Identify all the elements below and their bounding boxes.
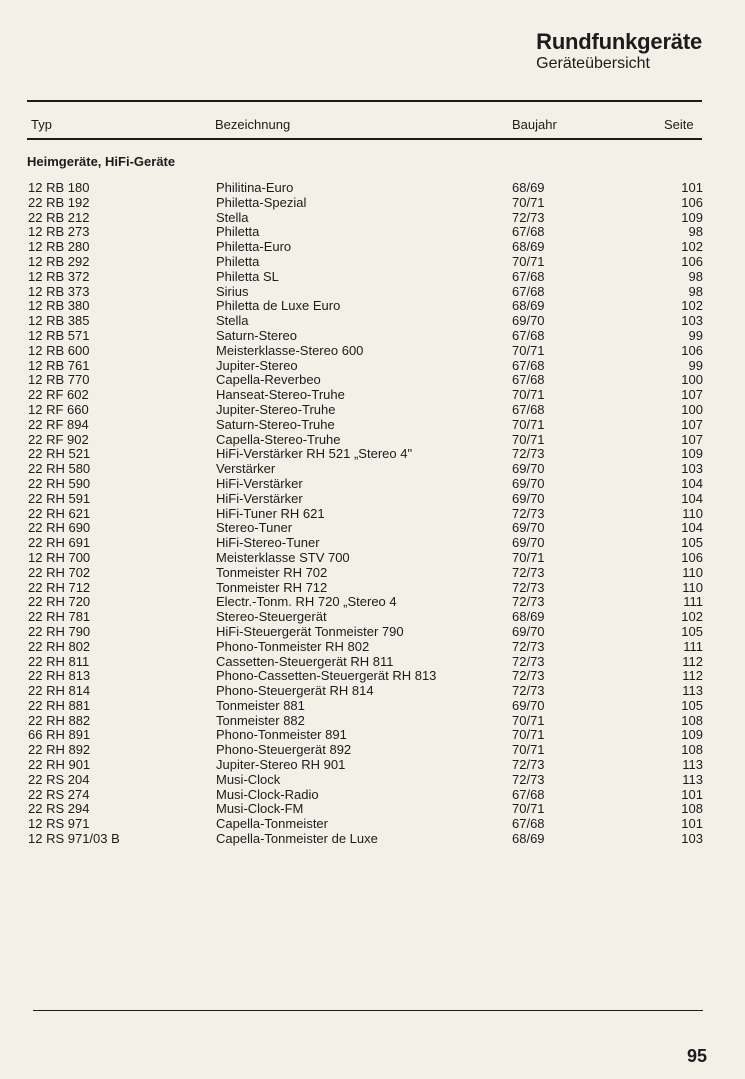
cell-bezeichnung: Capella-Reverbeo <box>216 372 321 388</box>
cell-bezeichnung: Meisterklasse-Stereo 600 <box>216 342 364 358</box>
table-row <box>0 773 745 788</box>
cell-baujahr: 69/70 <box>512 697 545 713</box>
cell-bezeichnung: Stella <box>216 313 249 329</box>
table-row <box>0 285 745 300</box>
cell-typ: 22 RF 894 <box>28 416 89 432</box>
cell-bezeichnung: Philetta <box>216 253 260 269</box>
table-row <box>0 728 745 743</box>
cell-bezeichnung: Stereo-Steuergerät <box>216 609 327 625</box>
cell-typ: 22 RH 580 <box>28 461 91 477</box>
cell-bezeichnung: Jupiter-Stereo <box>216 357 298 373</box>
cell-seite: 109 <box>681 446 703 462</box>
cell-baujahr: 72/73 <box>512 757 545 773</box>
cell-bezeichnung: Phono-Tonmeister RH 802 <box>216 638 370 654</box>
cell-bezeichnung: Phono-Tonmeister 891 <box>216 727 347 743</box>
table-row <box>0 492 745 507</box>
cell-seite: 110 <box>682 505 703 521</box>
page-title: Rundfunkgeräte <box>536 29 702 54</box>
cell-seite: 110 <box>682 564 703 580</box>
cell-bezeichnung: Stella <box>216 209 249 225</box>
cell-seite: 109 <box>681 209 703 225</box>
cell-baujahr: 72/73 <box>512 771 545 787</box>
table-row <box>0 403 745 418</box>
cell-baujahr: 70/71 <box>512 431 545 447</box>
cell-bezeichnung: HiFi-Verstärker RH 521 „Stereo 4" <box>216 446 413 462</box>
cell-baujahr: 69/70 <box>512 520 545 536</box>
table-row <box>0 181 745 196</box>
cell-bezeichnung: Philetta-Euro <box>216 239 292 255</box>
cell-seite: 98 <box>688 283 703 299</box>
cell-baujahr: 72/73 <box>512 683 545 699</box>
cell-typ: 22 RS 294 <box>28 801 90 817</box>
cell-bezeichnung: Phono-Steuergerät 892 <box>216 742 352 758</box>
cell-bezeichnung: HiFi-Stereo-Tuner <box>216 535 320 551</box>
cell-baujahr: 69/70 <box>512 461 545 477</box>
cell-typ: 12 RB 761 <box>28 357 90 373</box>
cell-bezeichnung: Tonmeister 882 <box>216 712 305 728</box>
cell-typ: 22 RH 521 <box>28 446 91 462</box>
cell-bezeichnung: Musi-Clock-Radio <box>216 786 319 802</box>
cell-seite: 102 <box>681 298 703 314</box>
cell-seite: 109 <box>681 727 703 743</box>
cell-seite: 107 <box>681 416 703 432</box>
cell-baujahr: 69/70 <box>512 535 545 551</box>
cell-bezeichnung: Cassetten-Steuergerät RH 811 <box>216 653 394 669</box>
cell-seite: 107 <box>681 431 703 447</box>
cell-baujahr: 67/68 <box>512 268 545 284</box>
cell-baujahr: 72/73 <box>512 653 545 669</box>
cell-seite: 113 <box>682 771 703 787</box>
table-row <box>0 669 745 684</box>
cell-baujahr: 69/70 <box>512 490 545 506</box>
table-row <box>0 299 745 314</box>
cell-typ: 22 RH 892 <box>28 742 91 758</box>
table-row <box>0 566 745 581</box>
table-row <box>0 625 745 640</box>
cell-bezeichnung: Phono-Steuergerät RH 814 <box>216 683 374 699</box>
cell-baujahr: 70/71 <box>512 416 545 432</box>
table-row <box>0 225 745 240</box>
cell-bezeichnung: Saturn-Stereo <box>216 327 297 343</box>
cell-baujahr: 67/68 <box>512 401 545 417</box>
cell-typ: 12 RB 571 <box>28 327 90 343</box>
cell-bezeichnung: Capella-Tonmeister <box>216 816 328 832</box>
cell-bezeichnung: Verstärker <box>216 461 276 477</box>
cell-typ: 12 RF 660 <box>28 401 89 417</box>
table-row <box>0 270 745 285</box>
cell-seite: 106 <box>681 194 703 210</box>
table-row <box>0 758 745 773</box>
cell-bezeichnung: HiFi-Verstärker <box>216 490 303 506</box>
table-row <box>0 211 745 226</box>
cell-typ: 22 RH 814 <box>28 683 91 699</box>
cell-typ: 12 RB 770 <box>28 372 90 388</box>
cell-typ: 22 RH 691 <box>28 535 91 551</box>
cell-baujahr: 70/71 <box>512 742 545 758</box>
cell-seite: 113 <box>682 757 703 773</box>
cell-seite: 105 <box>681 697 703 713</box>
cell-bezeichnung: Musi-Clock-FM <box>216 801 304 817</box>
cell-bezeichnung: Capella-Stereo-Truhe <box>216 431 341 447</box>
cell-bezeichnung: Tonmeister RH 702 <box>216 564 328 580</box>
cell-seite: 104 <box>681 520 703 536</box>
cell-seite: 103 <box>681 313 703 329</box>
cell-typ: 22 RH 590 <box>28 475 91 491</box>
cell-baujahr: 70/71 <box>512 712 545 728</box>
cell-baujahr: 67/68 <box>512 786 545 802</box>
cell-baujahr: 67/68 <box>512 372 545 388</box>
cell-seite: 103 <box>681 831 703 847</box>
cell-typ: 22 RH 781 <box>28 609 91 625</box>
cell-typ: 22 RS 204 <box>28 771 90 787</box>
cell-typ: 12 RH 700 <box>28 549 91 565</box>
cell-baujahr: 68/69 <box>512 831 545 847</box>
cell-typ: 12 RB 280 <box>28 239 90 255</box>
cell-bezeichnung: Philitina-Euro <box>216 180 294 195</box>
cell-seite: 100 <box>681 401 703 417</box>
table-row <box>0 477 745 492</box>
cell-bezeichnung: Electr.-Tonm. RH 720 „Stereo 4 <box>216 594 397 610</box>
table-row <box>0 344 745 359</box>
cell-baujahr: 70/71 <box>512 194 545 210</box>
cell-bezeichnung: Jupiter-Stereo RH 901 <box>216 757 346 773</box>
cell-typ: 22 RH 811 <box>28 653 90 669</box>
cell-bezeichnung: Philetta-Spezial <box>216 194 307 210</box>
cell-baujahr: 68/69 <box>512 239 545 255</box>
cell-typ: 66 RH 891 <box>28 727 91 743</box>
table-row <box>0 581 745 596</box>
cell-typ: 22 RH 702 <box>28 564 91 580</box>
cell-bezeichnung: Phono-Cassetten-Steuergerät RH 813 <box>216 668 437 684</box>
page-number: 95 <box>686 1046 707 1066</box>
cell-bezeichnung: HiFi-Verstärker <box>216 475 303 491</box>
cell-bezeichnung: Tonmeister 881 <box>216 697 305 713</box>
table-row <box>0 433 745 448</box>
table-row <box>0 699 745 714</box>
cell-bezeichnung: Saturn-Stereo-Truhe <box>216 416 335 432</box>
cell-bezeichnung: Philetta SL <box>216 268 279 284</box>
cell-seite: 101 <box>681 786 703 802</box>
cell-seite: 105 <box>681 623 703 639</box>
cell-baujahr: 67/68 <box>512 327 545 343</box>
cell-typ: 22 RH 621 <box>28 505 91 521</box>
cell-baujahr: 72/73 <box>512 668 545 684</box>
cell-seite: 104 <box>681 475 703 491</box>
table-row <box>0 655 745 670</box>
cell-seite: 112 <box>682 653 703 669</box>
cell-seite: 106 <box>681 253 703 269</box>
cell-seite: 100 <box>681 372 703 388</box>
cell-typ: 22 RH 690 <box>28 520 91 536</box>
column-header-typ: Typ <box>31 117 52 132</box>
cell-baujahr: 70/71 <box>512 727 545 743</box>
table-row <box>0 196 745 211</box>
table-row <box>0 788 745 803</box>
cell-bezeichnung: Musi-Clock <box>216 771 281 787</box>
cell-bezeichnung: Jupiter-Stereo-Truhe <box>216 401 336 417</box>
cell-baujahr: 69/70 <box>512 623 545 639</box>
cell-baujahr: 70/71 <box>512 549 545 565</box>
table-body <box>0 181 745 847</box>
cell-typ: 22 RH 712 <box>28 579 91 595</box>
page-subtitle: Geräteübersicht <box>536 55 650 72</box>
table-row <box>0 462 745 477</box>
cell-typ: 22 RH 720 <box>28 594 91 610</box>
cell-bezeichnung: Sirius <box>216 283 249 299</box>
table-row <box>0 551 745 566</box>
cell-typ: 22 RH 591 <box>28 490 91 506</box>
cell-typ: 12 RB 373 <box>28 283 90 299</box>
cell-typ: 22 RH 802 <box>28 638 91 654</box>
cell-typ: 22 RH 901 <box>28 757 91 773</box>
table-row <box>0 817 745 832</box>
cell-baujahr: 72/73 <box>512 505 545 521</box>
cell-bezeichnung: Hanseat-Stereo-Truhe <box>216 387 345 403</box>
cell-seite: 101 <box>681 180 703 195</box>
cell-bezeichnung: HiFi-Tuner RH 621 <box>216 505 325 521</box>
cell-baujahr: 72/73 <box>512 579 545 595</box>
cell-seite: 106 <box>681 342 703 358</box>
cell-seite: 106 <box>681 549 703 565</box>
cell-baujahr: 67/68 <box>512 283 545 299</box>
cell-bezeichnung: Tonmeister RH 712 <box>216 579 328 595</box>
table-row <box>0 802 745 817</box>
cell-seite: 111 <box>683 638 703 654</box>
header-rule <box>27 138 702 140</box>
cell-seite: 108 <box>681 742 703 758</box>
cell-bezeichnung: Stereo-Tuner <box>216 520 293 536</box>
cell-typ: 22 RB 192 <box>28 194 90 210</box>
cell-bezeichnung: Capella-Tonmeister de Luxe <box>216 831 378 847</box>
table-row <box>0 388 745 403</box>
table-row <box>0 359 745 374</box>
cell-typ: 12 RB 180 <box>28 180 90 195</box>
cell-seite: 101 <box>681 816 703 832</box>
cell-typ: 12 RS 971 <box>28 816 90 832</box>
table-row <box>0 507 745 522</box>
bottom-rule <box>33 1010 703 1011</box>
cell-baujahr: 72/73 <box>512 446 545 462</box>
column-header-baujahr: Baujahr <box>512 117 557 132</box>
cell-seite: 103 <box>681 461 703 477</box>
cell-seite: 110 <box>682 579 703 595</box>
cell-baujahr: 67/68 <box>512 816 545 832</box>
cell-seite: 102 <box>681 609 703 625</box>
cell-baujahr: 67/68 <box>512 224 545 240</box>
table-row <box>0 521 745 536</box>
cell-baujahr: 70/71 <box>512 253 545 269</box>
cell-typ: 12 RB 600 <box>28 342 90 358</box>
cell-typ: 12 RS 971/03 B <box>28 831 120 847</box>
cell-seite: 99 <box>688 357 703 373</box>
cell-seite: 105 <box>681 535 703 551</box>
cell-baujahr: 72/73 <box>512 209 545 225</box>
cell-baujahr: 69/70 <box>512 475 545 491</box>
cell-bezeichnung: Philetta de Luxe Euro <box>216 298 341 314</box>
table-row <box>0 536 745 551</box>
cell-typ: 22 RS 274 <box>28 786 90 802</box>
cell-typ: 12 RB 380 <box>28 298 90 314</box>
cell-typ: 22 RH 882 <box>28 712 91 728</box>
cell-baujahr: 72/73 <box>512 594 545 610</box>
table-row <box>0 684 745 699</box>
cell-baujahr: 70/71 <box>512 342 545 358</box>
column-header-bezeichnung: Bezeichnung <box>215 117 291 132</box>
cell-typ: 22 RF 602 <box>28 387 89 403</box>
cell-seite: 98 <box>688 224 703 240</box>
table-row <box>0 314 745 329</box>
table-row <box>0 418 745 433</box>
cell-seite: 104 <box>681 490 703 506</box>
cell-baujahr: 70/71 <box>512 801 545 817</box>
table-row <box>0 714 745 729</box>
cell-typ: 22 RH 813 <box>28 668 91 684</box>
cell-typ: 12 RB 292 <box>28 253 90 269</box>
cell-seite: 99 <box>688 327 703 343</box>
table-row <box>0 255 745 270</box>
table-row <box>0 373 745 388</box>
table-row <box>0 240 745 255</box>
cell-seite: 112 <box>682 668 703 684</box>
cell-seite: 108 <box>681 801 703 817</box>
cell-bezeichnung: Philetta <box>216 224 260 240</box>
cell-typ: 22 RH 790 <box>28 623 91 639</box>
cell-seite: 107 <box>681 387 703 403</box>
cell-baujahr: 69/70 <box>512 313 545 329</box>
cell-baujahr: 70/71 <box>512 387 545 403</box>
cell-bezeichnung: Meisterklasse STV 700 <box>216 549 350 565</box>
table-row <box>0 447 745 462</box>
cell-seite: 102 <box>681 239 703 255</box>
table-row <box>0 832 745 847</box>
cell-typ: 12 RB 273 <box>28 224 90 240</box>
table-row <box>0 329 745 344</box>
cell-typ: 12 RB 385 <box>28 313 90 329</box>
cell-seite: 98 <box>688 268 703 284</box>
cell-baujahr: 68/69 <box>512 298 545 314</box>
cell-baujahr: 72/73 <box>512 638 545 654</box>
cell-typ: 12 RB 372 <box>28 268 90 284</box>
table-row <box>0 743 745 758</box>
cell-typ: 22 RB 212 <box>28 209 90 225</box>
cell-baujahr: 67/68 <box>512 357 545 373</box>
cell-bezeichnung: HiFi-Steuergerät Tonmeister 790 <box>216 623 404 639</box>
table-row <box>0 595 745 610</box>
cell-baujahr: 68/69 <box>512 180 545 195</box>
top-rule <box>27 100 702 102</box>
section-heading: Heimgeräte, HiFi-Geräte <box>27 154 176 169</box>
cell-baujahr: 68/69 <box>512 609 545 625</box>
table-row <box>0 640 745 655</box>
cell-seite: 108 <box>681 712 703 728</box>
cell-typ: 22 RF 902 <box>28 431 89 447</box>
column-header-seite: Seite <box>664 117 694 132</box>
cell-seite: 111 <box>683 594 703 610</box>
cell-seite: 113 <box>682 683 703 699</box>
cell-baujahr: 72/73 <box>512 564 545 580</box>
cell-typ: 22 RH 881 <box>28 697 91 713</box>
table-row <box>0 610 745 625</box>
